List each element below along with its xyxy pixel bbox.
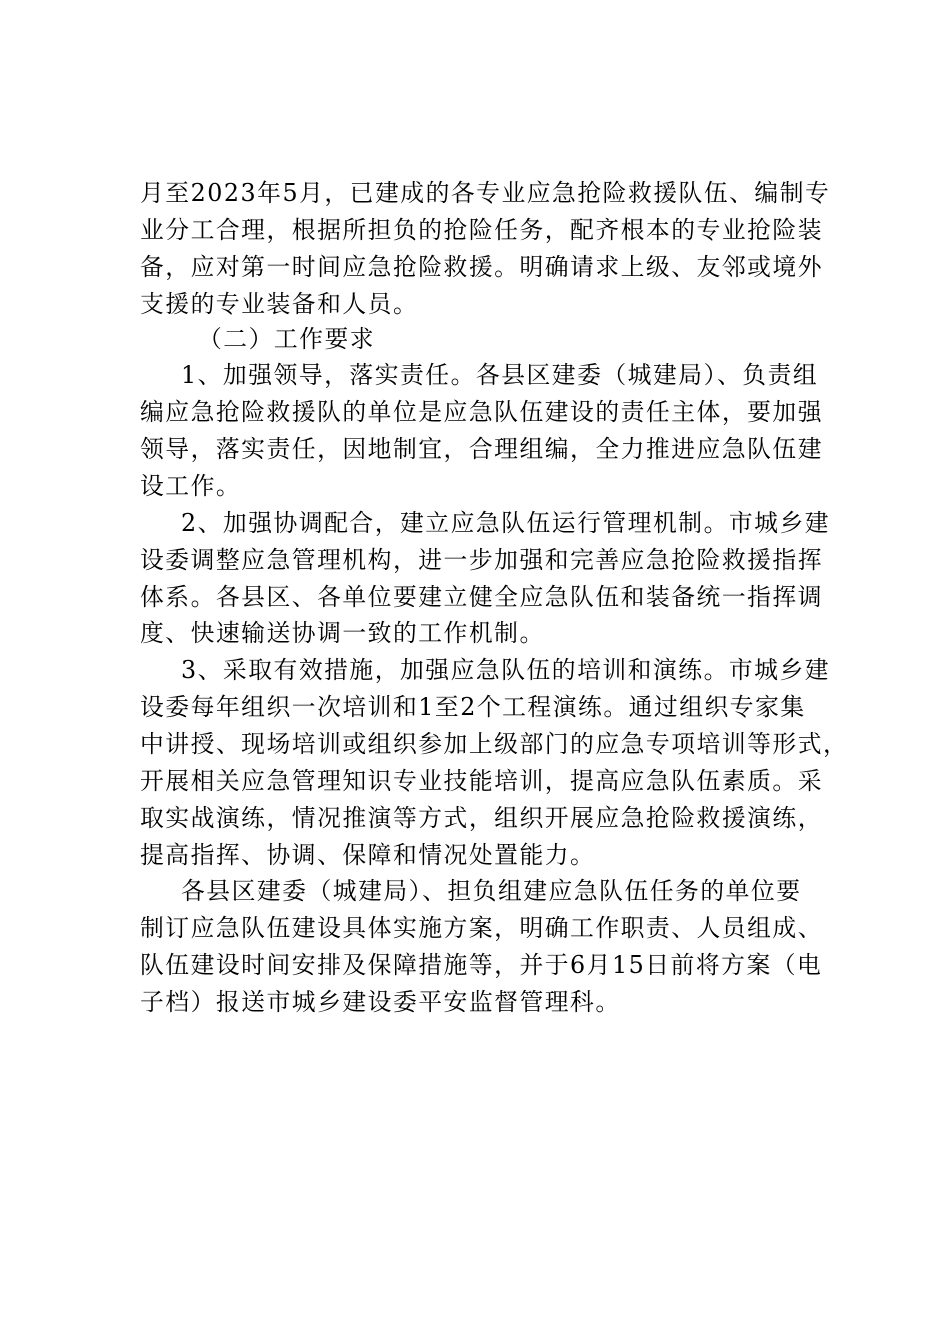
body-line: 子档）报送市城乡建设委平安监督管理科。 (140, 988, 621, 1016)
body-line: 3、采取有效措施，加强应急队伍的培训和演练。市城乡建 (181, 656, 831, 684)
body-line: 中讲授、现场培训或组织参加上级部门的应急专项培训等形式， (140, 730, 849, 758)
body-line: 编应急抢险救援队的单位是应急队伍建设的责任主体，要加强 (140, 398, 824, 426)
body-line: 制订应急队伍建设具体实施方案，明确工作职责、人员组成、 (140, 914, 824, 942)
body-line: 设委调整应急管理机构，进一步加强和完善应急抢险救援指挥 (140, 546, 824, 574)
body-line: 开展相关应急管理知识专业技能培训，提高应急队伍素质。采 (140, 767, 824, 795)
body-line: 度、快速输送协调一致的工作机制。 (140, 619, 545, 647)
body-line: 提高指挥、协调、保障和情况处置能力。 (140, 841, 596, 869)
body-line: 月至2023年5月，已建成的各专业应急抢险救援队伍、编制专 (140, 179, 831, 207)
body-line: 1、加强领导，落实责任。各县区建委（城建局）、负责组 (181, 361, 819, 389)
body-line: 设工作。 (140, 472, 242, 500)
body-line: 支援的专业装备和人员。 (140, 290, 419, 318)
body-line: 队伍建设时间安排及保障措施等，并于6月15日前将方案（电 (140, 951, 823, 979)
body-line: 业分工合理，根据所担负的抢险任务，配齐根本的专业抢险装 (140, 216, 824, 244)
section-heading: （二）工作要求 (198, 325, 376, 353)
body-line: 领导，落实责任，因地制宜，合理组编，全力推进应急队伍建 (140, 435, 824, 463)
body-line: 各县区建委（城建局）、担负组建应急队伍任务的单位要 (181, 877, 802, 905)
body-line: 取实战演练，情况推演等方式，组织开展应急抢险救援演练， (140, 804, 824, 832)
body-line: 2、加强协调配合，建立应急队伍运行管理机制。市城乡建 (181, 509, 831, 537)
body-line: 设委每年组织一次培训和1至2个工程演练。通过组织专家集 (140, 693, 806, 721)
body-line: 备，应对第一时间应急抢险救援。明确请求上级、友邻或境外 (140, 253, 824, 281)
body-line: 体系。各县区、各单位要建立健全应急队伍和装备统一指挥调 (140, 583, 824, 611)
